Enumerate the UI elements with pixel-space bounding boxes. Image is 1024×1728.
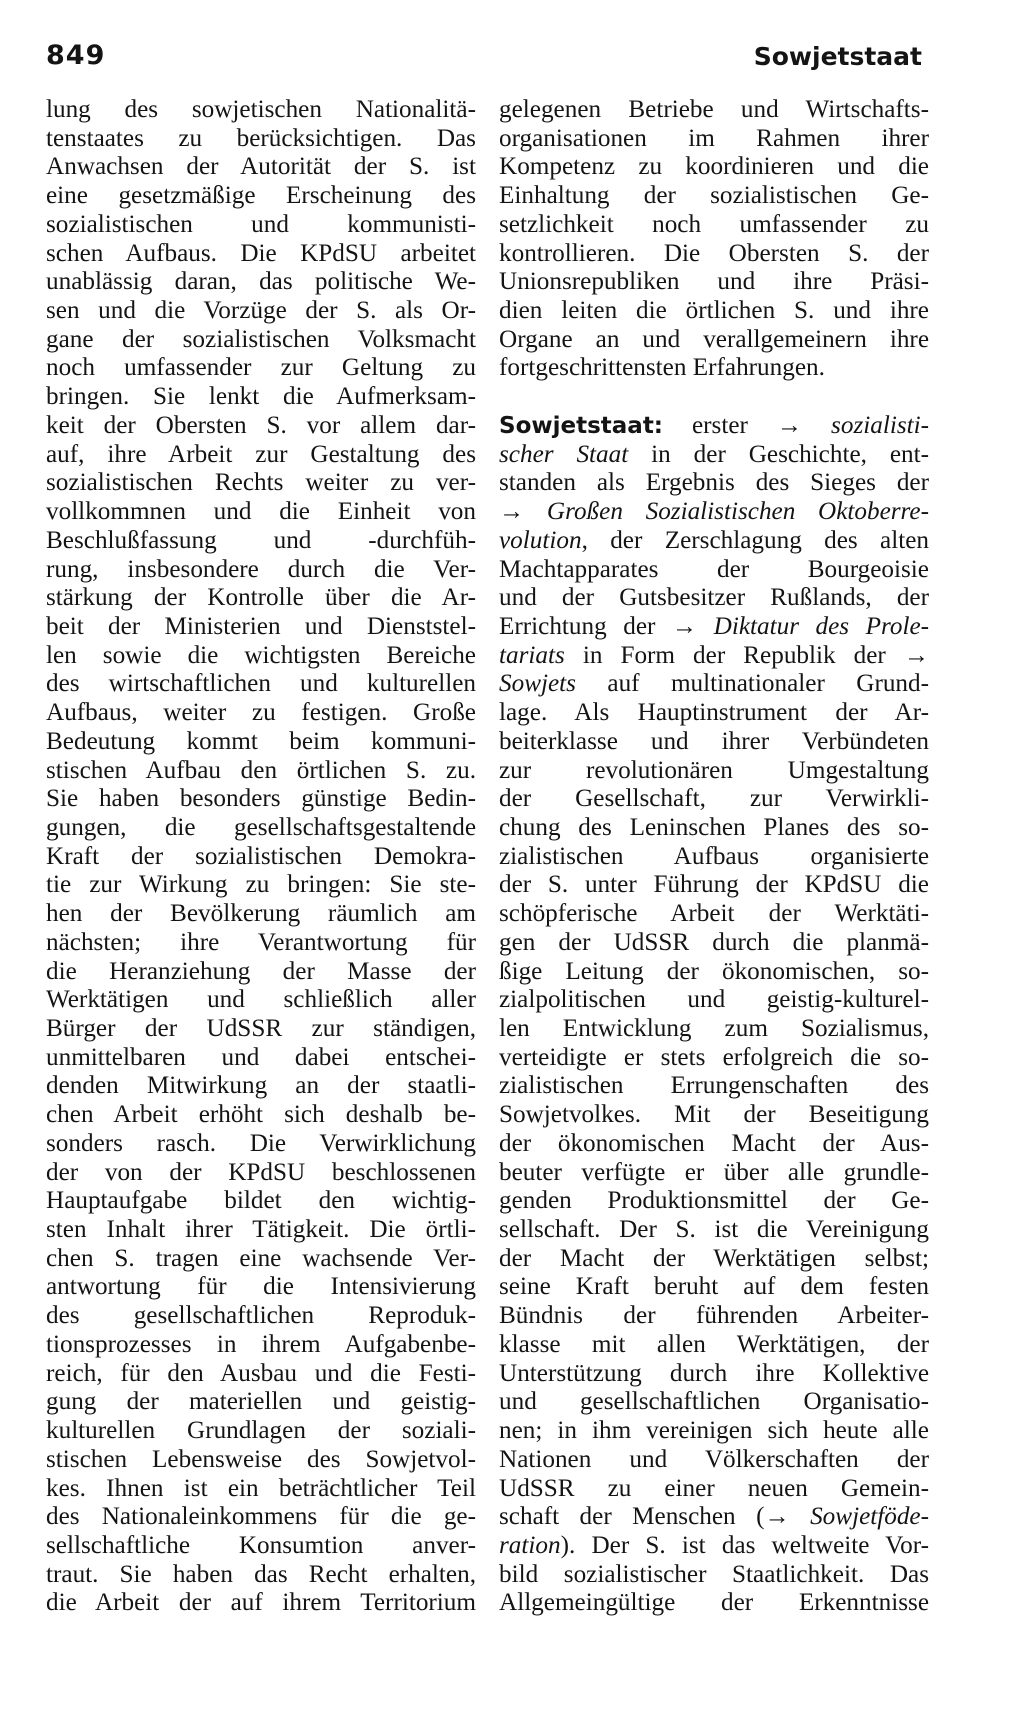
entry-headword: Sowjetstaat: (499, 412, 664, 439)
entry-line: verteidigte er stets erfolgreich die so- (499, 1043, 929, 1071)
entry-line: der Gesellschaft, zur Verwirkli- (499, 785, 929, 813)
text-line: sen und die Vorzüge der S. als Or- (46, 297, 476, 325)
text-line: tionsprozesses in ihrem Aufgabenbe- (46, 1330, 476, 1358)
text-line: sozialistischen und kommunisti- (46, 210, 476, 238)
text-line: sellschaftliche Konsumtion anver- (46, 1531, 476, 1559)
text-line: des gesellschaftlichen Reproduk- (46, 1302, 476, 1330)
cross-reference-link[interactable]: Sowjets (499, 670, 576, 698)
entry-line: Errichtung der → Diktatur des Prole- (499, 612, 930, 640)
entry-line: der Macht der Werktätigen selbst; (499, 1244, 929, 1272)
entry-line: Bündnis der führenden Arbeiter- (499, 1302, 929, 1330)
cross-reference-arrow-icon: → (903, 641, 929, 669)
text-line: bringen. Sie lenkt die Aufmerksam- (46, 383, 476, 411)
entry-line: Unterstützung durch ihre Kollektive (499, 1359, 929, 1387)
text-line: Organe an und verallgemeinern ihre (499, 325, 929, 353)
text-line: Unionsrepubliken und ihre Präsi- (499, 268, 929, 296)
cross-reference-link[interactable]: volution (499, 526, 582, 554)
text-line: Aufbaus, weiter zu festigen. Große (46, 699, 476, 727)
cross-reference-link[interactable]: Sowjetföde- (810, 1503, 929, 1531)
entry-line: Sowjets auf multinationaler Grund- (499, 670, 930, 698)
entry-line: ration). Der S. ist das weltweite Vor- (499, 1531, 929, 1559)
entry-line: Machtapparates der Bourgeoisie (499, 555, 929, 583)
entry-line: zialistischen Errungenschaften des (499, 1072, 929, 1100)
text-line: kes. Ihnen ist ein beträchtlicher Teil (46, 1474, 476, 1502)
text-line: sonders rasch. Die Verwirklichung (46, 1129, 476, 1157)
entry-line: Sowjetstaat: erster → sozialisti- (499, 411, 930, 439)
running-head: Sowjetstaat (753, 42, 922, 71)
entry-line: der ökonomischen Macht der Aus- (499, 1129, 929, 1157)
text-line: antwortung für die Intensivierung (46, 1273, 476, 1301)
text-line: stischen Lebensweise des Sowjetvol- (46, 1445, 476, 1473)
entry-line: klasse mit allen Werktätigen, der (499, 1330, 929, 1358)
entry-line: tariats in Form der Republik der → (499, 641, 929, 669)
text-line: gungen, die gesellschaftsgestaltende (46, 813, 476, 841)
left-column (46, 96, 476, 1618)
text-line: keit der Obersten S. vor allem dar- (46, 411, 476, 439)
entry-line: bild sozialistischer Staatlichkeit. Das (499, 1560, 929, 1588)
right-column (499, 96, 929, 1618)
entry-line: zur revolutionären Umgestaltung (499, 756, 929, 784)
entry-line: und der Gutsbesitzer Rußlands, der (499, 584, 929, 612)
cross-reference-arrow-icon: → (776, 411, 803, 439)
cross-reference-link[interactable]: Großen Sozialistischen Oktoberre- (546, 498, 929, 526)
entry-line: UdSSR zu einer neuen Gemein- (499, 1474, 929, 1502)
text-line: chen S. tragen eine wachsende Ver- (46, 1244, 476, 1272)
entry-line: beiterklasse und ihrer Verbündeten (499, 727, 929, 755)
text-line: tenstaates zu berücksichtigen. Das (46, 124, 476, 152)
text-line: len sowie die wichtigsten Bereiche (46, 641, 476, 669)
text-line: noch umfassender zur Geltung zu (46, 354, 476, 382)
text-line: Sie haben besonders günstige Bedin- (46, 785, 476, 813)
entry-sowjetstaat (499, 412, 929, 1618)
text-line: tie zur Wirkung zu bringen: Sie ste- (46, 871, 476, 899)
text-line: traut. Sie haben das Recht erhalten, (46, 1560, 476, 1588)
entry-line: lage. Als Hauptinstrument der Ar- (499, 699, 929, 727)
cross-reference-link[interactable]: Diktatur des Prole- (713, 612, 930, 640)
entry-line: nen; in ihm vereinigen sich heute alle (499, 1417, 929, 1445)
text-line: stischen Aufbau den örtlichen S. zu. (46, 756, 476, 784)
entry-separator (499, 383, 929, 412)
entry-line (499, 498, 929, 527)
text-line: Kraft der sozialistischen Demokra- (46, 842, 476, 870)
text-line: Beschlußfassung und -durchfüh- (46, 526, 476, 554)
text-line: kulturellen Grundlagen der soziali- (46, 1417, 476, 1445)
text-line: gung der materiellen und geistig- (46, 1388, 476, 1416)
text-line: setzlichkeit noch umfassender zu (499, 210, 929, 238)
text-line: unablässig daran, das politische We- (46, 268, 476, 296)
entry-line: volution, der Zerschlagung des alten (499, 526, 929, 554)
text-line: denden Mitwirkung an der staatli- (46, 1072, 476, 1100)
text-line: Bürger der UdSSR zur ständigen, (46, 1015, 476, 1042)
entry-line: scher Staat in der Geschichte, ent- (499, 440, 930, 468)
entry-line: genden Produktionsmittel der Ge- (499, 1187, 929, 1215)
cross-reference-arrow-icon: → (671, 612, 698, 640)
text-line: Werktätigen und schließlich aller (46, 986, 476, 1014)
text-line: die Arbeit der auf ihrem Territorium (46, 1589, 476, 1617)
text-line: unmittelbaren und dabei entschei- (46, 1043, 476, 1071)
entry-line: schöpferische Arbeit der Werktäti- (499, 900, 929, 928)
cross-reference-link[interactable]: scher Staat (499, 440, 629, 468)
text-line: des Nationaleinkommens für die ge- (46, 1503, 476, 1531)
text-line: organisationen im Rahmen ihrer (499, 124, 929, 152)
entry-line: zialistischen Aufbaus organisierte (499, 842, 929, 870)
entry-line: len Entwicklung zum Sozialismus, (499, 1015, 929, 1042)
text-line: eine gesetzmäßige Erscheinung des (46, 182, 476, 210)
cross-reference-arrow-icon: → (499, 498, 525, 526)
cross-reference-link[interactable]: tariats (499, 641, 565, 669)
entry-line: der S. unter Führung der KPdSU die (499, 871, 929, 899)
text-line: dien leiten die örtlichen S. und ihre (499, 297, 929, 325)
text-line: chen Arbeit erhöht sich deshalb be- (46, 1101, 476, 1129)
text-line: beit der Ministerien und Dienststel- (46, 612, 476, 640)
entry-line: seine Kraft beruht auf dem festen (499, 1273, 929, 1301)
entry-line: gen der UdSSR durch die planmä- (499, 928, 929, 956)
text-line: Einhaltung der sozialistischen Ge- (499, 182, 929, 210)
text-line: rung, insbesondere durch die Ver- (46, 555, 476, 583)
cross-reference-link[interactable]: sozialisti- (831, 411, 930, 439)
text-line: schen Aufbaus. Die KPdSU arbeitet (46, 239, 476, 267)
entry-line: standen als Ergebnis des Sieges der (499, 469, 929, 497)
text-line: des wirtschaftlichen und kulturellen (46, 670, 476, 698)
text-line: lung des sowjetischen Nationalitä- (46, 96, 476, 123)
text-line: nächsten; ihre Verantwortung für (46, 928, 476, 956)
text-line: gane der sozialistischen Volksmacht (46, 325, 476, 353)
text-line: auf, ihre Arbeit zur Gestaltung des (46, 440, 476, 468)
entry-line: Sowjetvolkes. Mit der Beseitigung (499, 1101, 929, 1129)
cross-reference-link[interactable]: ration (499, 1531, 561, 1559)
entry-line: sellschaft. Der S. ist die Vereinigung (499, 1216, 929, 1244)
entry-line: zialpolitischen und geistig-kulturel- (499, 986, 929, 1014)
text-line: kontrollieren. Die Obersten S. der (499, 239, 929, 267)
entry-line: und gesellschaftlichen Organisatio- (499, 1388, 929, 1416)
text-line: fortgeschrittensten Erfahrungen. (499, 354, 825, 382)
text-line: der von der KPdSU beschlossenen (46, 1158, 476, 1186)
cross-reference-arrow-icon: → (764, 1503, 790, 1531)
text-line: Anwachsen der Autorität der S. ist (46, 153, 476, 181)
page-number: 849 (46, 40, 106, 71)
text-line: sozialistischen Rechts weiter zu ver- (46, 469, 476, 497)
text-line: Bedeutung kommt beim kommuni- (46, 727, 476, 755)
text-line: gelegenen Betriebe und Wirtschafts- (499, 96, 929, 123)
entry-line: ßige Leitung der ökonomischen, so- (499, 957, 929, 985)
text-line: sten Inhalt ihrer Tätigkeit. Die örtli- (46, 1216, 476, 1244)
text-line: stärkung der Kontrolle über die Ar- (46, 584, 476, 612)
text-line: hen der Bevölkerung räumlich am (46, 900, 476, 928)
text-line: reich, für den Ausbau und die Festi- (46, 1359, 476, 1387)
entry-line: chung des Leninschen Planes des so- (499, 813, 929, 841)
text-line: die Heranziehung der Masse der (46, 957, 476, 985)
text-line: Kompetenz zu koordinieren und die (499, 153, 929, 181)
text-line: vollkommnen und die Einheit von (46, 498, 476, 526)
entry-line: Allgemeingültige der Erkenntnisse (499, 1589, 929, 1617)
entry-line: Nationen und Völkerschaften der (499, 1445, 929, 1473)
entry-line: beuter verfügte er über alle grundle- (499, 1158, 929, 1186)
entry-line: schaft der Menschen (→ Sowjetföde- (499, 1503, 929, 1531)
text-line: Hauptaufgabe bildet den wichtig- (46, 1187, 476, 1215)
